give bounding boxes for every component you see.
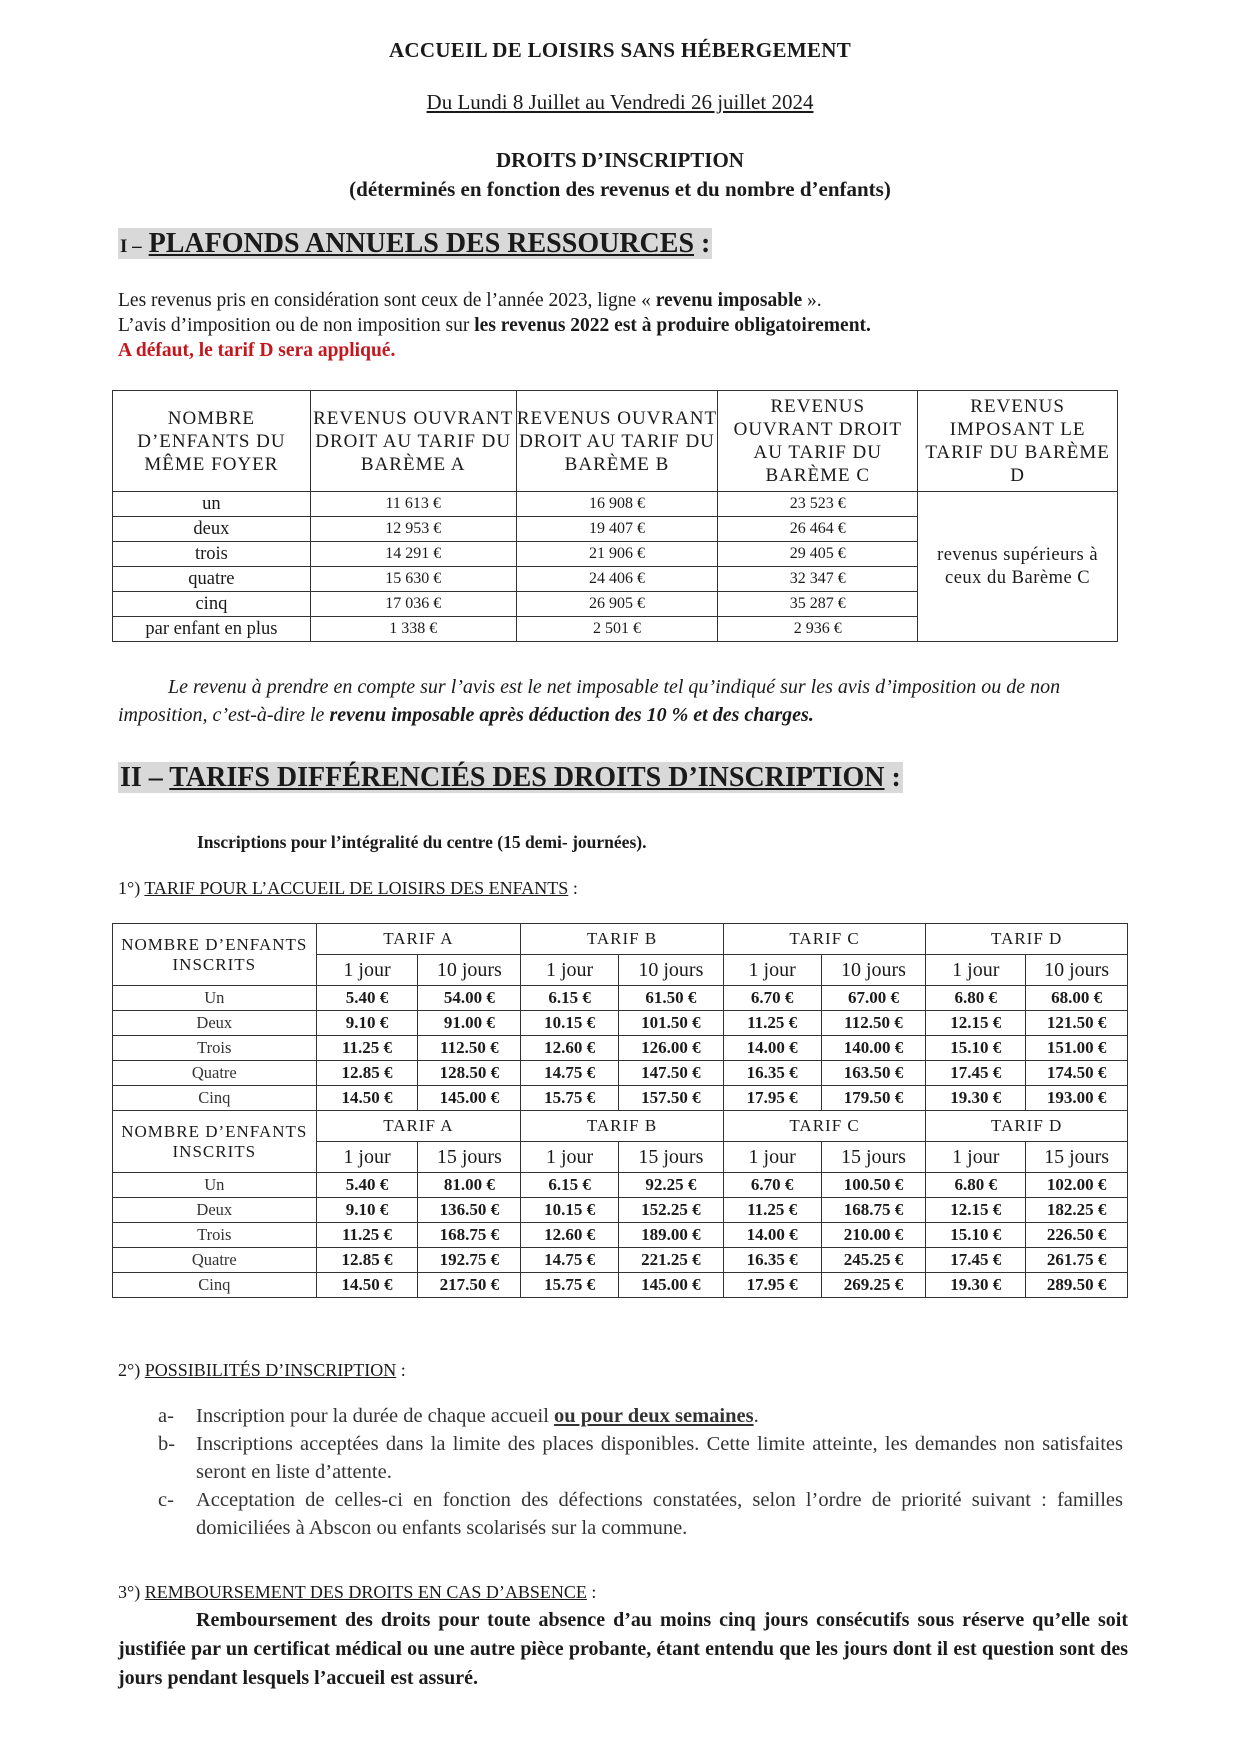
price-cell: 6.80 € [926,1173,1026,1198]
price-cell: 12.85 € [316,1248,418,1273]
duration-header: 15 jours [821,1142,926,1173]
section1-heading: I – PLAFONDS ANNUELS DES RESSOURCES : [120,228,711,259]
price-cell: 147.50 € [618,1061,723,1086]
table-cell: 12 953 € [310,517,516,542]
table-cell: 1 338 € [310,617,516,642]
price-cell: 10.15 € [521,1198,619,1223]
price-cell: 91.00 € [418,1011,521,1036]
row-label: Trois [113,1223,317,1248]
price-cell: 12.15 € [926,1198,1026,1223]
duration-header: 1 jour [926,955,1026,986]
price-cell: 14.50 € [316,1273,418,1298]
table-cell: 26 464 € [718,517,918,542]
price-cell: 179.50 € [821,1086,926,1111]
table-cell: 29 405 € [718,542,918,567]
price-cell: 14.00 € [723,1036,821,1061]
price-cell: 193.00 € [1026,1086,1128,1111]
price-cell: 15.75 € [521,1086,619,1111]
duration-header: 1 jour [316,1142,418,1173]
price-cell: 12.85 € [316,1061,418,1086]
price-cell: 68.00 € [1026,986,1128,1011]
subsection3-heading: 3°) REMBOURSEMENT DES DROITS EN CAS D’ABSENCE : [118,1582,597,1602]
warning-text: A défaut, le tarif D sera appliqué. [118,340,396,361]
tarif-header: TARIF D [926,1111,1128,1142]
price-cell: 157.50 € [618,1086,723,1111]
price-cell: 10.15 € [521,1011,619,1036]
price-cell: 6.80 € [926,986,1026,1011]
row-label: Un [113,986,317,1011]
price-cell: 9.10 € [316,1011,418,1036]
refund-text: Remboursement des droits pour toute absence d’au moins cinq jours consécutifs sous réserve qu’elle soit justifiée par un certificat médical ou une autre pièce probante, étant entendu que les jours dont il est question sont des jours pendant lesquels l’accueil est assuré. [118,1609,1128,1689]
row-label: Quatre [113,1248,317,1273]
duration-header: 15 jours [618,1142,723,1173]
table-cell: 2 936 € [718,617,918,642]
table-cell: 16 908 € [516,492,718,517]
table-cell: 17 036 € [310,592,516,617]
price-cell: 112.50 € [418,1036,521,1061]
table-row [113,492,1118,517]
price-cell: 121.50 € [1026,1011,1128,1036]
price-cell: 5.40 € [316,986,418,1011]
table-cell: 26 905 € [516,592,718,617]
price-cell: 168.75 € [418,1223,521,1248]
duration-header: 10 jours [418,955,521,986]
price-cell: 16.35 € [723,1061,821,1086]
price-cell: 6.70 € [723,986,821,1011]
price-cell: 101.50 € [618,1011,723,1036]
price-cell: 100.50 € [821,1173,926,1198]
price-cell: 17.45 € [926,1061,1026,1086]
price-cell: 12.60 € [521,1036,619,1061]
price-cell: 14.00 € [723,1223,821,1248]
table-row [113,1173,1128,1198]
price-cell: 17.45 € [926,1248,1026,1273]
price-cell: 19.30 € [926,1273,1026,1298]
price-cell: 14.50 € [316,1086,418,1111]
row-label: Cinq [113,1273,317,1298]
tarif-header: TARIF D [926,924,1128,955]
row-label: un [113,492,311,517]
tarif-header: TARIF C [723,924,926,955]
price-cell: 261.75 € [1026,1248,1128,1273]
price-cell: 126.00 € [618,1036,723,1061]
row-label: Trois [113,1036,317,1061]
tarif-header: TARIF B [521,924,724,955]
price-cell: 163.50 € [821,1061,926,1086]
price-cell: 145.00 € [618,1273,723,1298]
duration-header: 1 jour [521,955,619,986]
table-row [113,1061,1128,1086]
table-cell: 11 613 € [310,492,516,517]
price-cell: 168.75 € [821,1198,926,1223]
price-cell: 102.00 € [1026,1173,1128,1198]
table-cell: 35 287 € [718,592,918,617]
column-header: NOMBRE D’ENFANTS INSCRITS [113,1111,317,1173]
table-cell: 21 906 € [516,542,718,567]
price-cell: 15.10 € [926,1223,1026,1248]
section1-title: PLAFONDS ANNUELS DES RESSOURCES [148,228,695,259]
price-cell: 61.50 € [618,986,723,1011]
table1-header: REVENUS OUVRANT DROIT AU TARIF DU BARÈME C [718,391,918,492]
bareme-d-cell: revenus supérieurs à ceux du Barème C [918,492,1118,642]
row-label: quatre [113,567,311,592]
price-cell: 17.95 € [723,1273,821,1298]
price-cell: 14.75 € [521,1061,619,1086]
price-cell: 217.50 € [418,1273,521,1298]
price-cell: 9.10 € [316,1198,418,1223]
duration-header: 10 jours [1026,955,1128,986]
price-cell: 67.00 € [821,986,926,1011]
price-cell: 92.25 € [618,1173,723,1198]
table1-header: REVENUS IMPOSANT LE TARIF DU BARÈME D [918,391,1118,492]
price-cell: 189.00 € [618,1223,723,1248]
price-cell: 6.70 € [723,1173,821,1198]
section1-paragraph: Les revenus pris en considération sont ceux de l’année 2023, ligne « revenu imposable ». L’avis d’imposition ou de non imposition sur les revenus 2022 est à produire obligatoirement. A défaut, le tarif D sera appliqué. [118,290,871,361]
price-cell: 11.25 € [723,1011,821,1036]
row-label: Deux [113,1011,317,1036]
duration-header: 1 jour [723,955,821,986]
section2-heading: II – TARIFS DIFFÉRENCIÉS DES DROITS D’INSCRIPTION : [120,762,901,793]
row-label: Un [113,1173,317,1198]
duration-header: 1 jour [316,955,418,986]
price-cell: 269.25 € [821,1273,926,1298]
price-cell: 136.50 € [418,1198,521,1223]
duration-header: 1 jour [926,1142,1026,1173]
price-cell: 19.30 € [926,1086,1026,1111]
price-cell: 112.50 € [821,1011,926,1036]
list-item: b- Inscriptions acceptées dans la limite des places disponibles. Cette limite atteinte, les demandes non satisfaites seront en liste d’attente. [158,1433,1123,1483]
table-cell: 23 523 € [718,492,918,517]
duration-header: 15 jours [1026,1142,1128,1173]
price-cell: 226.50 € [1026,1223,1128,1248]
duration-header: 1 jour [723,1142,821,1173]
row-label: deux [113,517,311,542]
subsection2-heading: 2°) POSSIBILITÉS D’INSCRIPTION : [118,1360,406,1380]
row-label: Cinq [113,1086,317,1111]
table-cell: 32 347 € [718,567,918,592]
price-cell: 11.25 € [316,1223,418,1248]
table1-header: NOMBRE D’ENFANTS DU MÊME FOYER [113,391,311,492]
duration-header: 15 jours [418,1142,521,1173]
table-cell: 14 291 € [310,542,516,567]
table-row [113,1223,1128,1248]
table-row [113,986,1128,1011]
price-cell: 17.95 € [723,1086,821,1111]
list-item: c- Acceptation de celles-ci en fonction des défections constatées, selon l’ordre de priorité suivant : familles domiciliées à Abscon ou enfants scolarisés sur la commune. [158,1489,1123,1539]
price-cell: 145.00 € [418,1086,521,1111]
subtitle: DROITS D’INSCRIPTION [496,148,744,172]
date-range: Du Lundi 8 Juillet au Vendredi 26 juillet 2024 [426,90,814,114]
tarif-header: TARIF A [316,1111,521,1142]
table-row [113,1036,1128,1061]
price-cell: 54.00 € [418,986,521,1011]
tarif-header: TARIF C [723,1111,926,1142]
price-cell: 14.75 € [521,1248,619,1273]
row-label: Deux [113,1198,317,1223]
price-cell: 140.00 € [821,1036,926,1061]
price-cell: 182.25 € [1026,1198,1128,1223]
table-cell: 24 406 € [516,567,718,592]
row-label: par enfant en plus [113,617,311,642]
subtitle-detail: (déterminés en fonction des revenus et du nombre d’enfants) [349,177,891,201]
price-cell: 12.15 € [926,1011,1026,1036]
price-cell: 289.50 € [1026,1273,1128,1298]
table-cell: 15 630 € [310,567,516,592]
duration-header: 10 jours [618,955,723,986]
enrolment-options-list [158,1402,1123,1542]
price-cell: 245.25 € [821,1248,926,1273]
table1-header: REVENUS OUVRANT DROIT AU TARIF DU BARÈME B [516,391,718,492]
subsection1-heading: 1°) TARIF POUR L’ACCUEIL DE LOISIRS DES ENFANTS : [118,878,578,898]
price-cell: 16.35 € [723,1248,821,1273]
column-header: NOMBRE D’ENFANTS INSCRITS [113,924,317,986]
price-cell: 15.10 € [926,1036,1026,1061]
price-cell: 11.25 € [723,1198,821,1223]
income-note: Le revenu à prendre en compte sur l’avis est le net imposable tel qu’indiqué sur les avis d’imposition ou de non imposition, c’est-à-dire le revenu imposable après déduction des 10 % et des charges. [118,676,1061,726]
tarif-header: TARIF B [521,1111,724,1142]
price-cell: 12.60 € [521,1223,619,1248]
price-cell: 128.50 € [418,1061,521,1086]
price-cell: 210.00 € [821,1223,926,1248]
tarif-header: TARIF A [316,924,521,955]
price-cell: 11.25 € [316,1036,418,1061]
duration-header: 1 jour [521,1142,619,1173]
price-cell: 151.00 € [1026,1036,1128,1061]
table-row [113,1248,1128,1273]
table-row [113,1198,1128,1223]
income-ceilings-table [112,390,1118,642]
table-cell: 2 501 € [516,617,718,642]
row-label: cinq [113,592,311,617]
price-cell: 15.75 € [521,1273,619,1298]
section2-title: TARIFS DIFFÉRENCIÉS DES DROITS D’INSCRIPTION [169,762,885,793]
price-cell: 174.50 € [1026,1061,1128,1086]
list-item: a- Inscription pour la durée de chaque accueil ou pour deux semaines. [158,1405,759,1427]
enrolment-note: Inscriptions pour l’intégralité du centre (15 demi- journées). [197,832,647,852]
table-row [113,1011,1128,1036]
row-label: trois [113,542,311,567]
document-title: ACCUEIL DE LOISIRS SANS HÉBERGEMENT [388,38,852,62]
price-cell: 221.25 € [618,1248,723,1273]
price-cell: 192.75 € [418,1248,521,1273]
price-cell: 6.15 € [521,986,619,1011]
table-row [113,1273,1128,1298]
row-label: Quatre [113,1061,317,1086]
price-cell: 152.25 € [618,1198,723,1223]
table1-header: REVENUS OUVRANT DROIT AU TARIF DU BARÈME A [310,391,516,492]
price-cell: 81.00 € [418,1173,521,1198]
duration-header: 10 jours [821,955,926,986]
price-cell: 6.15 € [521,1173,619,1198]
fees-table [112,923,1128,1298]
price-cell: 5.40 € [316,1173,418,1198]
table-cell: 19 407 € [516,517,718,542]
table-row [113,1086,1128,1111]
